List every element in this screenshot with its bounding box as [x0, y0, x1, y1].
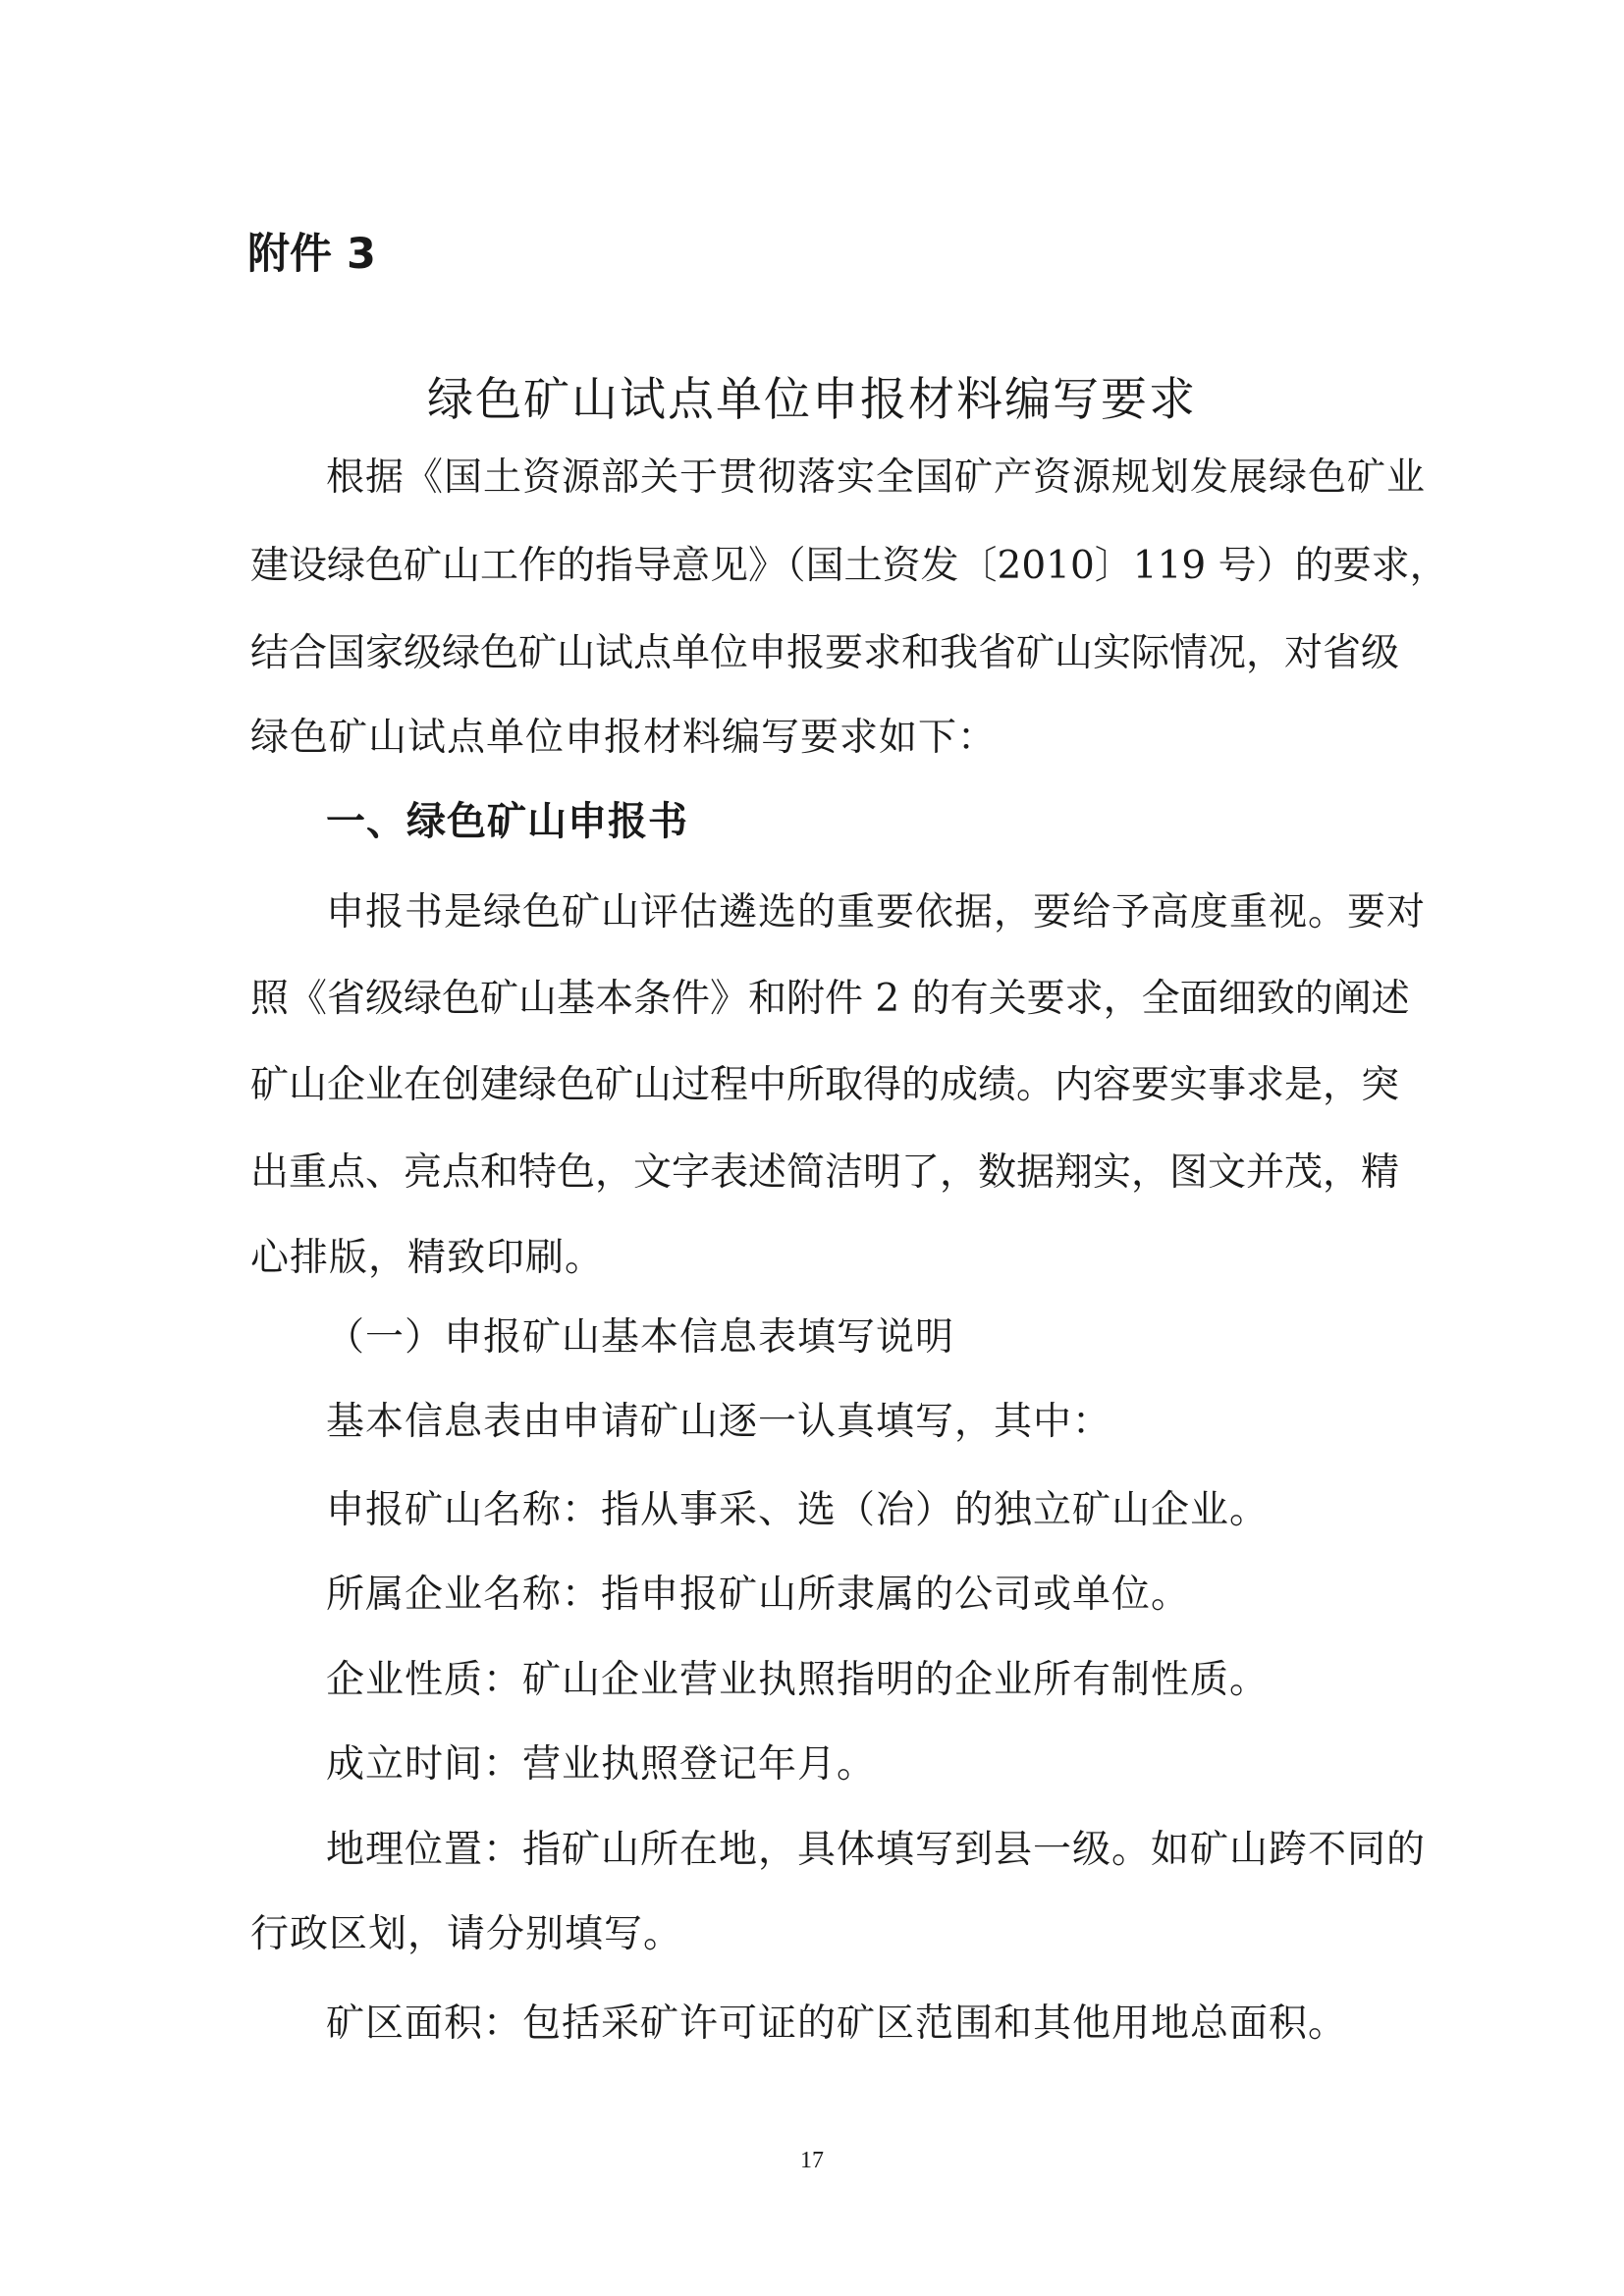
item-location-line-1: 地理位置：指矿山所在地，具体填写到县一级。如矿山跨不同的	[326, 1828, 1427, 1872]
section1-line-4: 出重点、亮点和特色，文字表述简洁明了，数据翔实，图文并茂，精	[250, 1150, 1400, 1195]
section-heading: 一、绿色矿山申报书	[326, 799, 688, 844]
item-enterprise-nature: 企业性质：矿山企业营业执照指明的企业所有制性质。	[326, 1658, 1270, 1702]
section1-line-1: 申报书是绿色矿山评估遴选的重要依据，要给予高度重视。要对	[326, 890, 1427, 934]
subsection-heading: （一）申报矿山基本信息表填写说明	[326, 1315, 955, 1360]
basic-info-intro: 基本信息表由申请矿山逐一认真填写，其中：	[326, 1400, 1112, 1444]
intro-line-4: 绿色矿山试点单位申报材料编写要求如下：	[250, 716, 998, 760]
section1-line-5: 心排版，精致印刷。	[250, 1236, 605, 1280]
item-location-line-2: 行政区划，请分别填写。	[250, 1912, 683, 1956]
page-number: 17	[800, 2148, 824, 2173]
section1-line-3: 矿山企业在创建绿色矿山过程中所取得的成绩。内容要实事求是，突	[250, 1063, 1400, 1107]
intro-line-1: 根据《国土资源部关于贯彻落实全国矿产资源规划发展绿色矿业	[326, 455, 1427, 500]
item-mine-area: 矿区面积：包括采矿许可证的矿区范围和其他用地总面积。	[326, 2002, 1348, 2046]
item-enterprise-name: 所属企业名称：指申报矿山所隶属的公司或单位。	[326, 1573, 1191, 1617]
intro-line-2: 建设绿色矿山工作的指导意见》（国土资发〔2010〕119 号）的要求，	[250, 544, 1448, 588]
attachment-label: 附件 3	[247, 230, 376, 279]
item-established-date: 成立时间：营业执照登记年月。	[326, 1742, 877, 1787]
document-title: 绿色矿山试点单位申报材料编写要求	[427, 373, 1197, 427]
section1-line-2: 照《省级绿色矿山基本条件》和附件 2 的有关要求，全面细致的阐述	[250, 977, 1410, 1021]
intro-line-3: 结合国家级绿色矿山试点单位申报要求和我省矿山实际情况，对省级	[250, 631, 1400, 675]
item-mine-name: 申报矿山名称：指从事采、选（冶）的独立矿山企业。	[326, 1488, 1270, 1532]
